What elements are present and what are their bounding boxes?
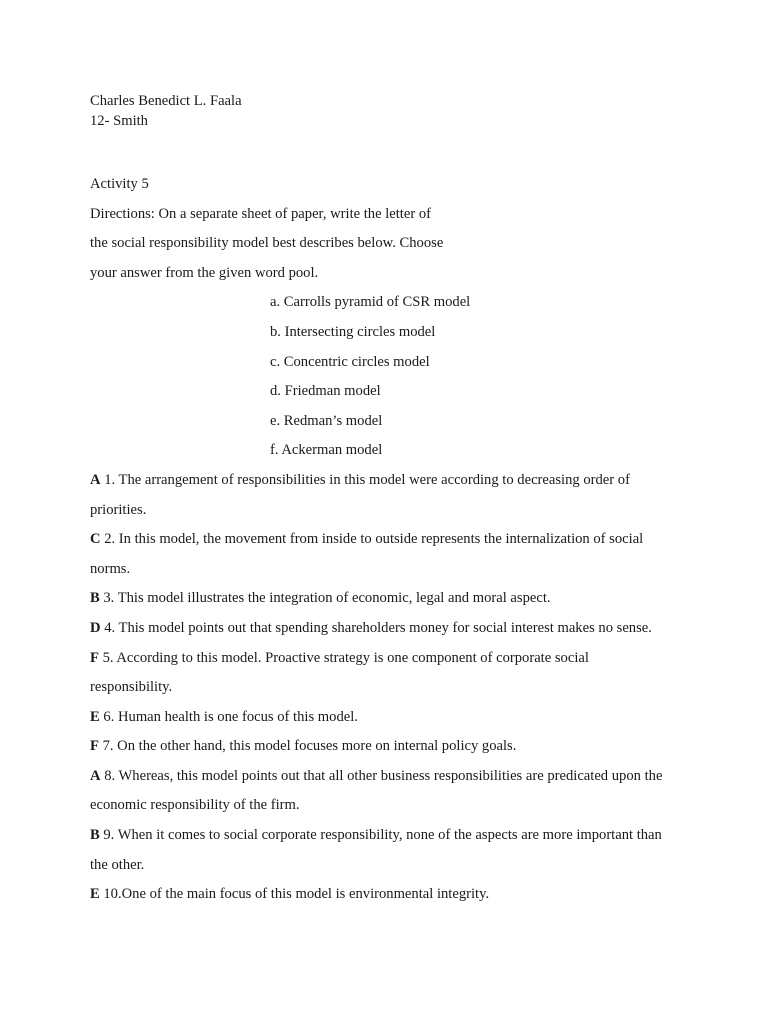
question-item: [90, 703, 670, 733]
question-text: 1. The arrangement of responsibilities in this model were according to decreasing order of priorities.: [90, 471, 630, 518]
question-text: 9. When it comes to social corporate responsibility, none of the aspects are more important than the other.: [90, 827, 662, 873]
directions-line: your answer from the given word pool.: [90, 264, 319, 281]
question-item: [90, 614, 670, 644]
word-pool-item: a. Carrolls pyramid of CSR model: [270, 294, 471, 311]
word-pool-item: e. Redman’s model: [270, 412, 383, 429]
question-text: 5. According to this model. Proactive strategy is one component of corporate social responsibility.: [90, 649, 589, 696]
question-item: [90, 732, 670, 762]
question-text: 2. In this model, the movement from inside to outside represents the internalization of social norms.: [90, 531, 644, 577]
question-answer: C: [90, 531, 101, 548]
question-answer: A: [90, 767, 101, 784]
word-pool-item: c. Concentric circles model: [270, 353, 430, 370]
question-item: [90, 821, 670, 880]
question-answer: A: [90, 471, 101, 488]
word-pool-item: d. Friedman model: [270, 383, 381, 400]
word-pool-item: f. Ackerman model: [270, 442, 383, 459]
word-pool-item: b. Intersecting circles model: [270, 323, 436, 340]
document-page: [90, 92, 690, 910]
question-list: [90, 466, 690, 910]
question-text: 8. Whereas, this model points out that all other business responsibilities are predicated upon the economic responsibility of the firm.: [90, 767, 663, 814]
question-text: 10.One of the main focus of this model is environmental integrity.: [99, 886, 490, 903]
question-answer: E: [90, 886, 100, 903]
directions-line: the social responsibility model best describes below. Choose: [90, 235, 444, 252]
question-text: 3. This model illustrates the integration of economic, legal and moral aspect.: [99, 590, 551, 607]
header-spacer: [90, 131, 690, 170]
question-answer: B: [90, 590, 100, 607]
question-item: [90, 644, 670, 703]
question-item: [90, 762, 670, 821]
question-answer: B: [90, 827, 100, 844]
student-name: Charles Benedict L. Faala: [90, 93, 242, 109]
question-item: [90, 880, 670, 910]
question-answer: E: [90, 708, 100, 725]
question-item: [90, 525, 670, 584]
question-text: 6. Human health is one focus of this model.: [99, 708, 358, 725]
activity-title: Activity 5: [90, 176, 149, 192]
directions-line: Directions: On a separate sheet of paper, write the letter of: [90, 205, 432, 222]
student-section: 12- Smith: [90, 112, 148, 129]
question-item: [90, 584, 670, 614]
question-answer: F: [90, 738, 99, 755]
question-answer: D: [90, 619, 101, 636]
question-answer: F: [90, 649, 99, 666]
word-pool: [90, 288, 690, 466]
question-text: 7. On the other hand, this model focuses more on internal policy goals.: [98, 738, 517, 755]
question-text: 4. This model points out that spending shareholders money for social interest makes no sense.: [100, 619, 652, 636]
question-item: [90, 466, 670, 525]
